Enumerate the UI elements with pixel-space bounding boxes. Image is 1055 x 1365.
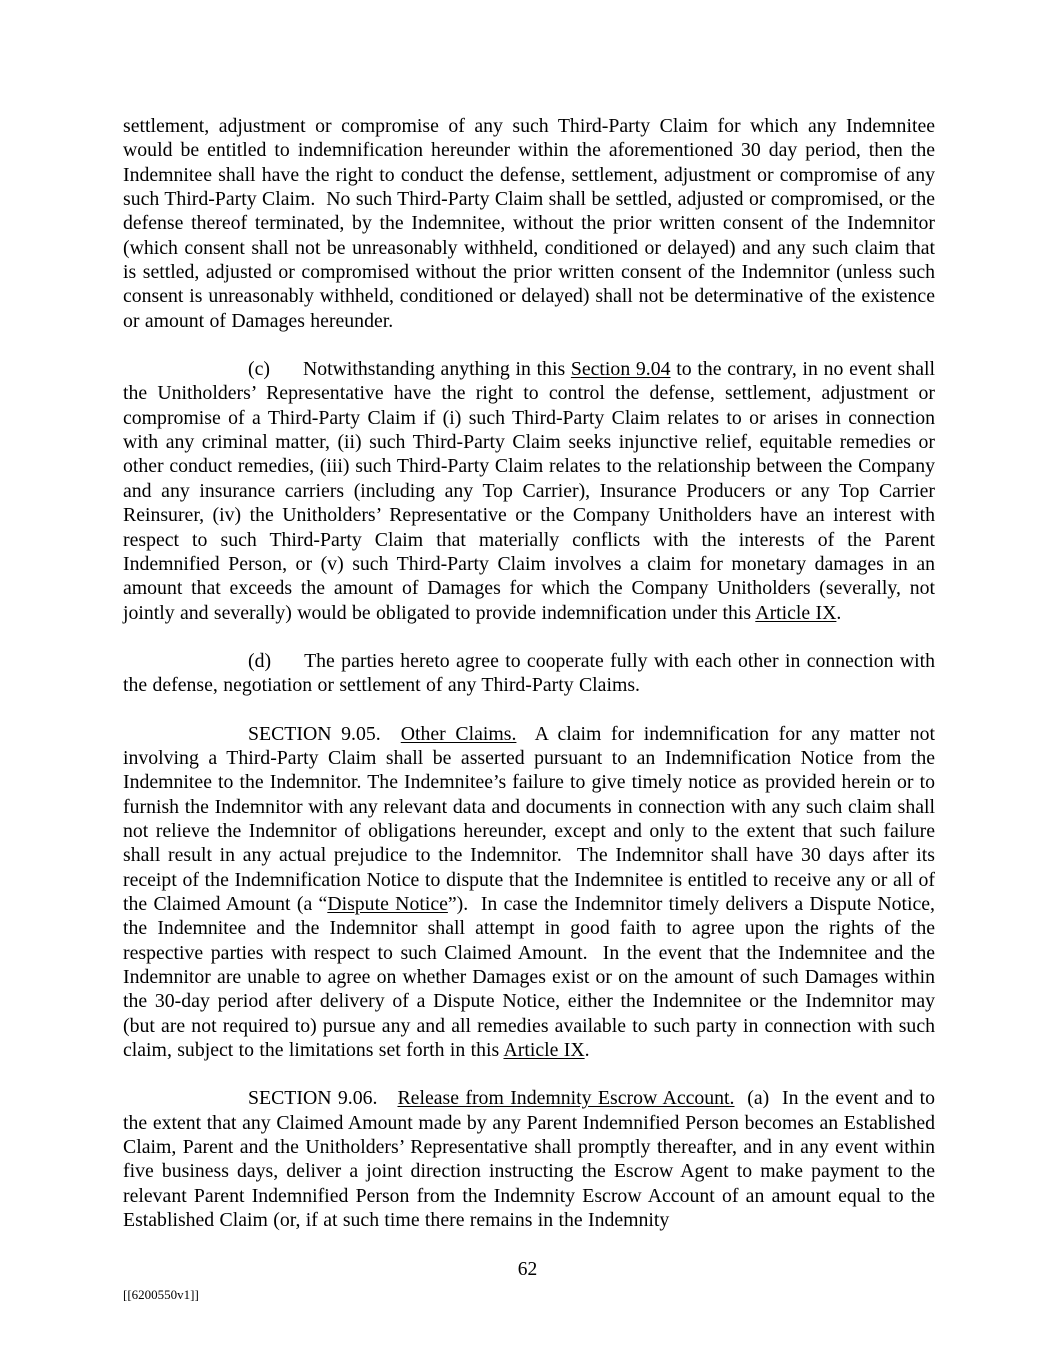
underlined-text: Release from Indemnity Escrow Account. <box>397 1087 735 1110</box>
page-number: 62 <box>517 1259 538 1280</box>
underlined-text: Dispute Notice <box>327 892 448 915</box>
text-run: The parties hereto agree to cooperate fully with each other in connection with the defense, negotiation or settlement of any Third-Party Claims. <box>123 649 935 697</box>
paragraph <box>123 722 935 1063</box>
text-run: . <box>836 601 842 624</box>
document-id-stamp: [[6200550v1]] <box>123 1287 199 1302</box>
document-body <box>123 114 935 1256</box>
paragraph <box>123 114 935 333</box>
underlined-text: Article IX <box>755 601 837 624</box>
text-run: (a) In the event and to the extent that any Claimed Amount made by any Parent Indemnified Person becomes an Established Claim, Parent and the Unitholders’ Representative shall promptly thereafter, and in any event within five business days, deliver a joint direction instructing the Escrow Agent to make payment to the relevant Parent Indemnified Person from the Indemnity Escrow Account of an amount equal to the Established Claim (or, if at such time there remains in the Indemnity <box>123 1087 935 1232</box>
text-run: (c) <box>248 358 270 381</box>
paragraph <box>123 1086 935 1232</box>
text-run: SECTION 9.05. <box>248 722 381 745</box>
text-run: Notwithstanding anything in this <box>302 358 571 381</box>
text-run: ”). In case the Indemnitor timely delivers a Dispute Notice, the Indemnitee and the Indemnitor shall attempt in good faith to agree upon the rights of the respective parties with respect to such Claimed Amount. In the event that the Indemnitee and the Indemnitor are unable to agree on whether Damages exist or on the amount of such Damages within the 30-day period after delivery of a Dispute Notice, either the Indemnitee or the Indemnitor may (but are not required to) pursue any and all remedies available to such party in connection with such claim, subject to the limitations set forth in this <box>123 892 935 1062</box>
text-run: settlement, adjustment or compromise of any such Third-Party Claim for which any Indemnitee would be entitled to indemnification hereunder within the aforementioned 30 day period, then the Indemnitee shall have the right to conduct the defense, settlement, adjustment or compromise of any such Third-Party Claim. No such Third-Party Claim shall be settled, adjusted or compromised, or the defense thereof terminated, by the Indemnitee, without the prior written consent of the Indemnitor (which consent shall not be unreasonably withheld, conditioned or delayed) and any such claim that is settled, adjusted or compromised without the prior written consent of the Indemnitor (unless such consent is unreasonably withheld, conditioned or delayed) shall not be determinative of the existence or amount of Damages hereunder. <box>123 115 935 332</box>
underlined-text: Section 9.04 <box>570 358 671 381</box>
text-run: SECTION 9.06. <box>248 1087 378 1110</box>
underlined-text: Article IX <box>503 1039 585 1062</box>
paragraph <box>123 649 935 698</box>
underlined-text: Other Claims. <box>400 722 517 745</box>
paragraph <box>123 357 935 625</box>
text-run: (d) <box>248 649 272 672</box>
text-run: . <box>584 1039 590 1062</box>
text-run: A claim for indemnification for any matter not involving a Third-Party Claim shall be asserted pursuant to an Indemnification Notice from the Indemnitee to the Indemnitor. The Indemnitee’s failure to give timely notice as provided herein or to furnish the Indemnitor with any relevant data and documents in connection with any such claim shall not relieve the Indemnitor of obligations hereunder, except and only to the extent that such failure shall result in any actual prejudice to the Indemnitor. The Indemnitor shall have 30 days after its receipt of the Indemnification Notice to dispute that the Indemnitee is entitled to receive any or all of the Claimed Amount (a “ <box>123 722 935 915</box>
text-run: to the contrary, in no event shall the Unitholders’ Representative have the right to control the defense, settlement, adjustment or compromise of a Third-Party Claim if (i) such Third-Party Claim relates to or arises in connection with any criminal matter, (ii) such Third-Party Claim seeks injunctive relief, equitable remedies or other conduct remedies, (iii) such Third-Party Claim relates to the relationship between the Company and any insurance carriers (including any Top Carrier), Insurance Producers or any Top Carrier Reinsurer, (iv) the Unitholders’ Representative or the Company Unitholders have an interest with respect to such Third-Party Claim that materially conflicts with the interests of the Parent Indemnified Person, or (v) such Third-Party Claim involves a claim for monetary damages in an amount that exceeds the amount of Damages for which the Company Unitholders (severally, not jointly and severally) would be obligated to provide indemnification under this <box>123 358 935 624</box>
